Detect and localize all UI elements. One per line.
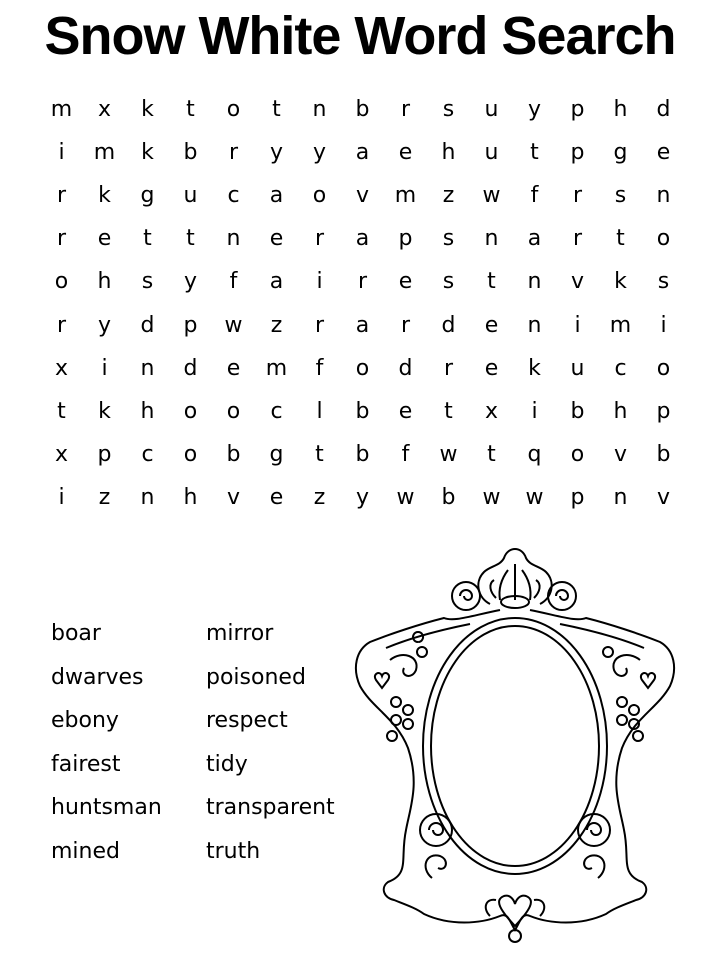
grid-letter: f (229, 269, 238, 295)
grid-letter: v (570, 269, 585, 295)
grid-letter: r (314, 312, 325, 338)
grid-letter: d (183, 355, 198, 381)
grid-letter: r (228, 140, 239, 166)
grid-letter: q (527, 441, 542, 467)
grid-letter: y (355, 484, 370, 510)
word-item: mirror (206, 621, 274, 646)
grid-letter: t (272, 97, 281, 123)
grid-letter: w (525, 484, 544, 510)
grid-letter: w (439, 441, 458, 467)
grid-letter: r (56, 226, 67, 252)
grid-letter: i (316, 269, 323, 295)
grid-letter: v (226, 484, 241, 510)
grid-letter: g (269, 441, 284, 467)
grid-letter: u (183, 183, 198, 209)
grid-letter: g (140, 183, 155, 209)
grid-letter: s (442, 97, 455, 123)
grid-letter: r (572, 226, 583, 252)
grid-letter: x (54, 355, 69, 381)
grid-letter: b (183, 140, 198, 166)
grid-letter: x (97, 97, 112, 123)
grid-letter: c (141, 441, 154, 467)
grid-letter: m (50, 97, 73, 123)
grid-letter: i (58, 140, 65, 166)
grid-letter: r (400, 312, 411, 338)
grid-letter: h (441, 140, 456, 166)
grid-letter: n (527, 312, 542, 338)
grid-letter: r (357, 269, 368, 295)
grid-letter: p (570, 484, 585, 510)
grid-letter: d (441, 312, 456, 338)
grid-letter: o (226, 398, 241, 424)
grid-letter: o (54, 269, 69, 295)
grid-letter: k (614, 269, 627, 295)
grid-letter: b (355, 441, 370, 467)
grid-letter: y (312, 140, 327, 166)
grid-letter: a (527, 226, 542, 252)
grid-letter: e (656, 140, 671, 166)
grid-letter: h (140, 398, 155, 424)
grid-letter: v (613, 441, 628, 467)
grid-letter: t (143, 226, 152, 252)
grid-letter: t (530, 140, 539, 166)
grid-letter: t (57, 398, 66, 424)
grid-letter: z (313, 484, 326, 510)
word-item: fairest (51, 751, 121, 777)
grid-letter: k (98, 183, 111, 209)
grid-letter: w (396, 484, 415, 510)
grid-letter: i (58, 484, 65, 510)
grid-letter: s (442, 269, 455, 295)
grid-letter: w (224, 312, 243, 338)
grid-letter: w (482, 484, 501, 510)
letter-grid (40, 88, 685, 519)
grid-letter: x (54, 441, 69, 467)
grid-letter: t (616, 226, 625, 252)
grid-letter: y (269, 140, 284, 166)
grid-letter: u (570, 355, 585, 381)
grid-letter: h (183, 484, 198, 510)
grid-letter: u (484, 140, 499, 166)
grid-letter: p (398, 226, 413, 252)
grid-letter: i (531, 398, 538, 424)
grid-letter: l (316, 398, 323, 424)
grid-letter: d (140, 312, 155, 338)
grid-letter: p (656, 398, 671, 424)
grid-letter: r (400, 97, 411, 123)
grid-letter: s (141, 269, 154, 295)
grid-letter: c (614, 355, 627, 381)
word-list-right (206, 612, 335, 874)
grid-letter: o (355, 355, 370, 381)
grid-letter: r (56, 312, 67, 338)
grid-letter: y (183, 269, 198, 295)
word-item: transparent (206, 795, 335, 821)
grid-letter: e (398, 269, 413, 295)
grid-letter: e (398, 140, 413, 166)
mirror-frame-icon (350, 538, 680, 948)
grid-letter: z (442, 183, 455, 209)
grid-letter: e (226, 355, 241, 381)
grid-letter: t (315, 441, 324, 467)
grid-letter: e (484, 355, 499, 381)
page-title: Snow White Word Search (44, 6, 676, 66)
grid-letter: x (484, 398, 499, 424)
grid-letter: n (226, 226, 241, 252)
grid-letter: i (574, 312, 581, 338)
grid-letter: b (226, 441, 241, 467)
grid-letter: m (93, 140, 116, 166)
grid-letter: a (355, 226, 370, 252)
grid-letter: n (312, 97, 327, 123)
grid-letter: i (101, 355, 108, 381)
grid-letter: z (98, 484, 111, 510)
grid-letter: v (355, 183, 370, 209)
grid-letter: p (97, 441, 112, 467)
grid-letter: e (269, 226, 284, 252)
grid-letter: e (398, 398, 413, 424)
grid-letter: m (609, 312, 632, 338)
grid-letter: o (183, 441, 198, 467)
grid-letter: y (97, 312, 112, 338)
word-item: tidy (206, 751, 248, 777)
grid-letter: c (270, 398, 283, 424)
grid-letter: h (97, 269, 112, 295)
grid-letter: p (570, 140, 585, 166)
grid-letter: e (269, 484, 284, 510)
grid-letter: o (312, 183, 327, 209)
grid-letter: c (227, 183, 240, 209)
grid-letter: k (141, 140, 154, 166)
grid-letter: n (140, 355, 155, 381)
grid-letter: m (394, 183, 417, 209)
word-item: boar (51, 621, 101, 646)
grid-letter: a (269, 269, 284, 295)
grid-letter: t (444, 398, 453, 424)
grid-letter: t (186, 226, 195, 252)
grid-letter: v (656, 484, 671, 510)
word-item: respect (206, 708, 288, 734)
grid-letter: b (656, 441, 671, 467)
word-item: dwarves (51, 664, 144, 690)
grid-letter: k (98, 398, 111, 424)
grid-letter: r (314, 226, 325, 252)
grid-letter: s (657, 269, 670, 295)
grid-letter: t (487, 441, 496, 467)
grid-letter: n (484, 226, 499, 252)
grid-letter: m (265, 355, 288, 381)
grid-letter: e (97, 226, 112, 252)
grid-letter: k (528, 355, 541, 381)
grid-letter: h (613, 97, 628, 123)
grid-letter: e (484, 312, 499, 338)
grid-letter: u (484, 97, 499, 123)
grid-letter: r (56, 183, 67, 209)
grid-letter: g (613, 140, 628, 166)
grid-letter: n (140, 484, 155, 510)
grid-letter: k (141, 97, 154, 123)
grid-letter: b (355, 398, 370, 424)
grid-letter: s (442, 226, 455, 252)
grid-letter: r (572, 183, 583, 209)
grid-letter: f (401, 441, 410, 467)
word-item: huntsman (51, 795, 162, 821)
grid-letter: i (660, 312, 667, 338)
grid-letter: p (570, 97, 585, 123)
grid-letter: z (270, 312, 283, 338)
grid-letter: f (315, 355, 324, 381)
grid-letter: y (527, 97, 542, 123)
grid-letter: n (613, 484, 628, 510)
grid-letter: d (398, 355, 413, 381)
grid-letter: n (527, 269, 542, 295)
word-item: mined (51, 838, 120, 864)
grid-letter: n (656, 183, 671, 209)
word-item: truth (206, 838, 261, 864)
grid-letter: b (441, 484, 456, 510)
grid-letter: a (269, 183, 284, 209)
grid-letter: p (183, 312, 198, 338)
grid-letter: t (487, 269, 496, 295)
grid-letter: o (226, 97, 241, 123)
grid-letter: t (186, 97, 195, 123)
grid-letter: w (482, 183, 501, 209)
word-item: poisoned (206, 664, 306, 690)
grid-letter: b (570, 398, 585, 424)
grid-letter: a (355, 312, 370, 338)
word-item: ebony (51, 708, 119, 734)
grid-letter: o (183, 398, 198, 424)
grid-letter: o (570, 441, 585, 467)
grid-letter: d (656, 97, 671, 123)
grid-letter: h (613, 398, 628, 424)
grid-letter: o (656, 355, 671, 381)
grid-letter: f (530, 183, 539, 209)
grid-letter: s (614, 183, 627, 209)
grid-letter: o (656, 226, 671, 252)
word-list-left (51, 612, 162, 874)
grid-letter: a (355, 140, 370, 166)
grid-letter: r (443, 355, 454, 381)
grid-letter: b (355, 97, 370, 123)
